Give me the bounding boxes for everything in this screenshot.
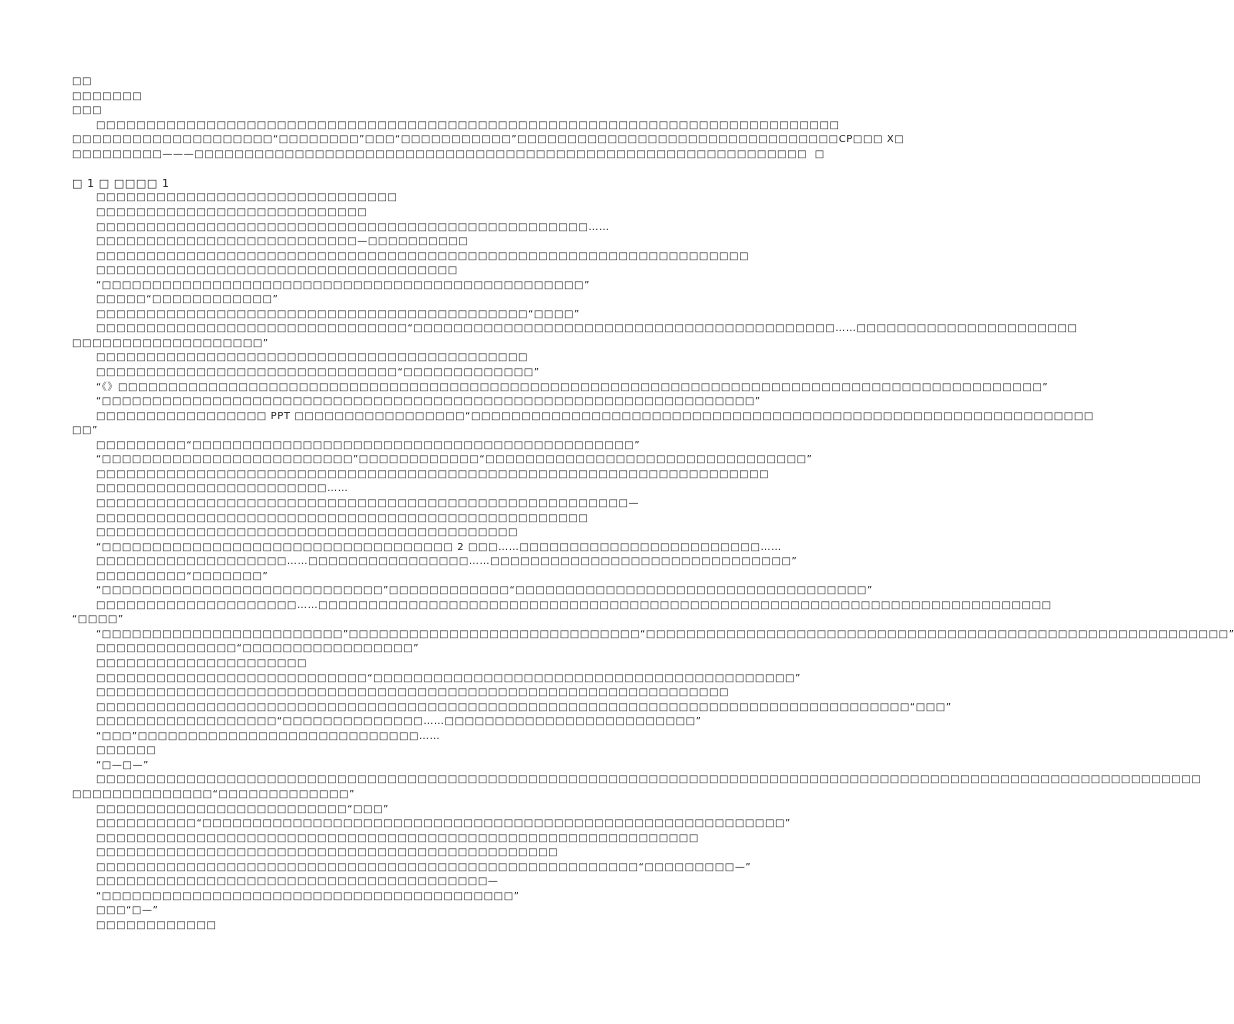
text-line: □□□□□□□□□□□□□□□□□□□□□□□□□□□□□□□□□□□□□□□□□□□□□□□□□□□□□— (96, 498, 640, 509)
text-line: “□□□□□□□□□□□□□□□□□□□□□□□□□”□□□□□□□□□□□□“□□□□□□□□□□□□□□□□□□□□□□□□□□□□□□□□” (96, 454, 813, 465)
text-line: □□□□□□□□□□□□□□□□□□□□□□□□□□□□□□□□□□□□□□□□□□ (96, 527, 519, 538)
text-line: □□□□□□□□□□□□□□□□□□□” (72, 338, 269, 349)
text-line: □□□□□□□□□□□□□□□□□□□□□□□□□“□□□” (96, 804, 389, 815)
text-line: □□□□□□□□□□□□□□□□□□□□□□□□□□□□□□□□□□□□□□□□□□□□□□□□□□□□□□□□□□□□□□□□□ (96, 251, 750, 262)
text-line: □□□□□□□□□□□□□□□□□□□□□□□□□□□□□□□□□□□□□□□□□□□□□□□□□□□□□□□□□□□□□□□□□□□□□□□□□□□□□□□□□“□□□” (96, 702, 952, 713)
text-line: □□□□□□□□□□□□□□“□□□□□□□□□□□□□□□□□” (96, 643, 420, 654)
text-line: □□□□□□□□□□□□□□□□□□□□□□□□□□□□□□□“□□□□□□□□□□□□□□□□□□□□□□□□□□□□□□□□□□□□□□□□□□……□□□□□□□□□□□□□□□□□□□□□□ (96, 323, 1078, 334)
text-line: □□□□□□□□□□□□□□□□□□□□□□□□□□□ (96, 207, 368, 218)
text-line: “□□□□□□□□□□□□□□□□□□□□□□□□□□□□□□□□□□□□□□□□□” (96, 891, 520, 902)
text-line: □□□□□□□□□□□□□□□□□□□□□□□□□□□□□□□□□□□□□□□□□□□ (96, 352, 529, 363)
text-line: “□□□”□□□□□□□□□□□□□□□□□□□□□□□□□□□□…… (96, 731, 441, 742)
text-line: “□□□□□□□□□□□□□□□□□□□□□□□□□□□□□□□□□□□□□□□□□□□□□□□□” (96, 280, 590, 291)
text-line: “□□□□□□□□□□□□□□□□□□□□□□□□□□□□□□□□□□□□□□□□□□□□□□□□□□□□□□□□□□□□□□□□□” (96, 396, 761, 407)
text-line: □□□□□□□□□□□□□□□□□□□□□□□□□□□□□□□□□□□□□□□□□□□□□□□□□…… (96, 222, 610, 233)
text-line: □□□□□□□□□□“□□□□□□□□□□□□□□□□□□□□□□□□□□□□□□□□□□□□□□□□□□□□□□□□□□□□□□□□□□” (96, 818, 791, 829)
text-line: “□□□□□□□□□□□□□□□□□□□□□□□□□□□□□□□□□□□ 2 □□□……□□□□□□□□□□□□□□□□□□□□□□□□…… (96, 542, 782, 553)
text-line: □□□□□□□□□“□□□□□□□□□□□□□□□□□□□□□□□□□□□□□□□□□□□□□□□□□□□□” (96, 440, 641, 451)
text-line: □□□□□□□□□□□□□□□□□□□□□□□□□□□□□□ (96, 192, 398, 203)
text-line: □□□□□□□□□□□□□□□□□ PPT □□□□□□□□□□□□□□□□□“□□□□□□□□□□□□□□□□□□□□□□□□□□□□□□□□□□□□□□□□□□□□□□□□□□□□□□□□□□□□□□ (96, 411, 1094, 422)
text-line: □□□□□□□□□□□□□□□□□□□□□□□□□□□□□□□□□□□□□□□— (96, 876, 499, 887)
text-line: □□□□□□□□□“□□□□□□□” (96, 571, 269, 582)
text-line: □□” (72, 425, 98, 436)
text-line: □□□□□□□□□□□□□□□□□□□□□□□…… (96, 483, 349, 494)
text-line: □□□□□□□ (72, 91, 143, 102)
text-line: “《》□□□□□□□□□□□□□□□□□□□□□□□□□□□□□□□□□□□□□□□□□□□□□□□□□□□□□□□□□□□□□□□□□□□□□□□□□□□□□□□□□□□□□□□□□□□□” (96, 382, 1049, 393)
text-line: □□□□□□□□□□□□ (96, 920, 217, 931)
text-line: □□□□□□□□□□□□□□□□□□□□□□□□□□□“□□□□□□□□□□□□□□□□□□□□□□□□□□□□□□□□□□□□□□□□□□” (96, 673, 801, 684)
text-line: □□□□□□□□□□□□□□□□□□□□□□□□□□□□□□“□□□□□□□□□□□□□” (96, 367, 540, 378)
text-line: □□□□□□□□□□□□□□□□□□□□……□□□□□□□□□□□□□□□□□□□□□□□□□□□□□□□□□□□□□□□□□□□□□□□□□□□□□□□□□□□□□□□□□□□□□□□□□ (96, 600, 1052, 611)
text-line: □□□ (72, 105, 103, 116)
text-line: “□□□□□□□□□□□□□□□□□□□□□□□□□□□□”□□□□□□□□□□□□“□□□□□□□□□□□□□□□□□□□□□□□□□□□□□□□□□□□” (96, 585, 873, 596)
section-heading: □ 1 □ □□□□ 1 (72, 177, 170, 190)
text-line: □□□□□□□□□□□□□□□□□□□……□□□□□□□□□□□□□□□□……□□□□□□□□□□□□□□□□□□□□□□□□□□□□□□” (96, 556, 798, 567)
text-line: □□□□□□□□□□□□□□□□□□□□□□□□□□□□□□□□□□□□□□□□□□□□□□ (96, 847, 559, 858)
text-line: □□□□□□□□□□□□□□□□□□□□□□□□□□□□□□□□□□□□□□□□□□□□□□□□□□□□□□□□□□□□ (96, 833, 699, 844)
text-line: □□□□□□□□□□□□□□□□□□□□□□□□□□□□□□□□□□□□□□□□□□□□□□□□□□□□□□□□□□□□□□□□□□□ (96, 469, 770, 480)
text-line: □□ (72, 76, 93, 87)
text-line: “□□□□□□□□□□□□□□□□□□□□□□□□”□□□□□□□□□□□□□□□□□□□□□□□□□□□□□“□□□□□□□□□□□□□□□□□□□□□□□□□□□□□□□□□□□□□□□□□□□□□□□□□□□□□□□□□□” (96, 629, 1234, 640)
text-line: □□□□□□□□□□□□□□□□□□□□□□□□□□□□□□□□□□□□□□□□□□□□□□□□□□□□□□□□□□□□□□□ (96, 687, 730, 698)
text-line: □□□□□“□□□□□□□□□□□□” (96, 294, 279, 305)
text-line: □□□□□□□□□□□□□□□□□□□□□□□□□□—□□□□□□□□□□ (96, 236, 469, 247)
text-line: “□□□□” (72, 614, 124, 625)
text-line: □□□□□□□□□□□□□□□□□□□□□□□□□□□□□□□□□□□□ (96, 265, 458, 276)
text-line: □□□□□□ (96, 745, 157, 756)
text-line: “□—□—” (96, 760, 149, 771)
text-line: □□□□□□□□□□□□□□“□□□□□□□□□□□□□” (72, 789, 355, 800)
text-line: □□□□□□□□□□□□□□□□□□□□□ (96, 658, 308, 669)
text-line: □□□□□□□□□□□□□□□□□□“□□□□□□□□□□□□□□……□□□□□□□□□□□□□□□□□□□□□□□□□” (96, 716, 702, 727)
text-line: □□□□□□□□□□□□□□□□□□□□□□□□□□□□□□□□□□□□□□□□□□□“□□□□” (96, 309, 580, 320)
text-line: □□□□□□□□□□□□□□□□□□□□□□□□□□□□□□□□□□□□□□□□□□□□□□□□□□□□□□□□□□□□□□□□□□□□□□□□□□□□□□□□□□□□□□□□□□□□□□□□□□□□□□□□□□□□□□ (96, 774, 1202, 785)
text-line: □□□□□□□□□□□□□□□□□□□□□□□□□□□□□□□□□□□□□□□□□□□□□□□□□□□□□□□□□□□□□□□□□□□□□□□□□□ (96, 120, 840, 131)
text-line: □□□□□□□□□□□□□□□□□□□□“□□□□□□□□”□□□“□□□□□□□□□□□”□□□□□□□□□□□□□□□□□□□□□□□□□□□□□□□□CP□□□ X□ (72, 134, 905, 145)
text-line: □□□□□□□□□———□□□□□□□□□□□□□□□□□□□□□□□□□□□□□□□□□□□□□□□□□□□□□□□□□□□□□□□□□□□□□ □ (72, 149, 825, 160)
text-line: □□□“□—” (96, 905, 159, 916)
text-line: □□□□□□□□□□□□□□□□□□□□□□□□□□□□□□□□□□□□□□□□□□□□□□□□□ (96, 513, 589, 524)
text-line: □□□□□□□□□□□□□□□□□□□□□□□□□□□□□□□□□□□□□□□□□□□□□□□□□□□□□□“□□□□□□□□□—” (96, 862, 752, 873)
